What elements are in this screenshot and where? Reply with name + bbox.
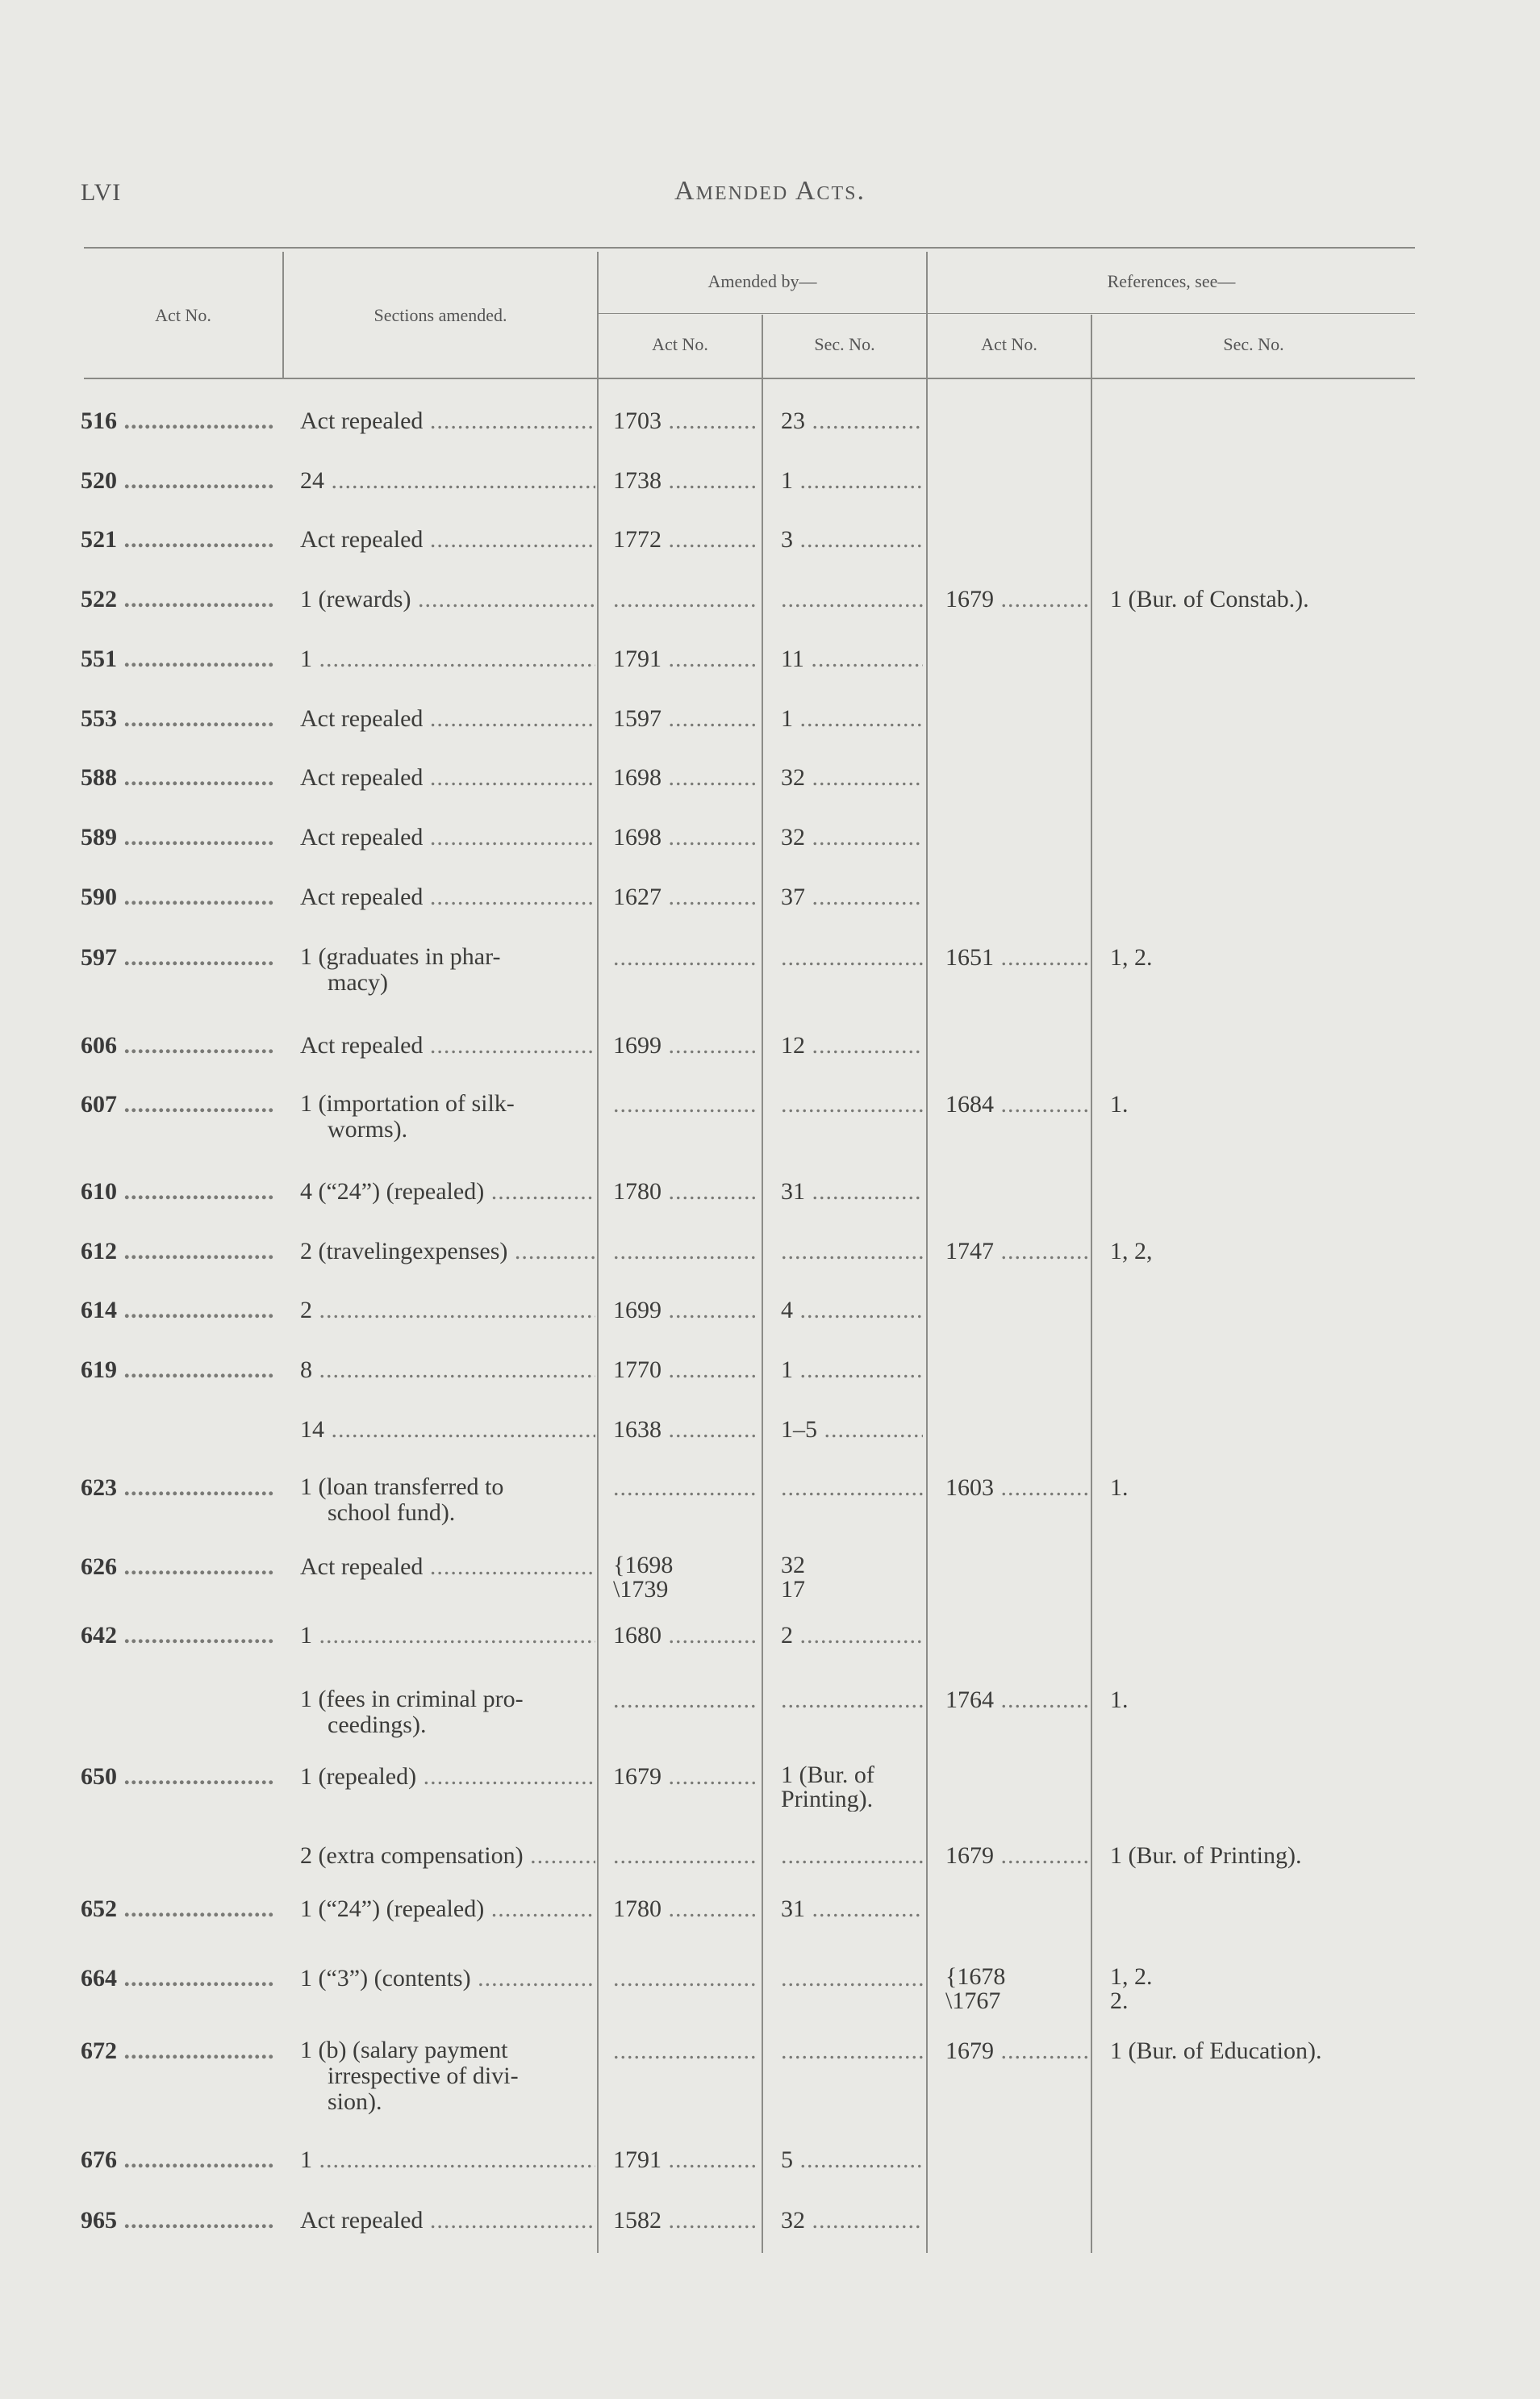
act-number: 672 ..... <box>81 2037 274 2065</box>
sections-amended: 2 ..... <box>300 1297 595 1324</box>
act-number: 614 ..... <box>81 1297 274 1324</box>
sections-amended: Act repealed ..... <box>300 705 595 733</box>
amended-by-sec-no: 5 ..... <box>781 2146 923 2174</box>
amended-by-sec-no: 1 (Bur. of Printing). <box>781 1763 874 1812</box>
reference-act-no: 1747 ..... <box>945 1238 1087 1265</box>
sections-amended: Act repealed ..... <box>300 1553 595 1581</box>
page-number: LVI <box>81 179 122 206</box>
reference-sec-no: 1 (Bur. of Education). <box>1110 2037 1322 2064</box>
header-amended-by: Amended by— <box>707 271 817 291</box>
header-sections-amended: Sections amended. <box>374 305 507 325</box>
amended-by-sec-no: 1 ..... <box>781 1356 923 1384</box>
reference-sec-no: 1. <box>1110 1091 1129 1118</box>
act-number: 610 ..... <box>81 1178 274 1206</box>
sections-amended: 1 (fees in criminal pro- ceedings). <box>300 1686 524 1738</box>
act-number: 522 ..... <box>81 586 274 613</box>
header-amended-sec-no: Sec. No. <box>814 334 875 354</box>
amended-by-act-no <box>613 1091 758 1118</box>
act-number: 619 ..... <box>81 1356 274 1384</box>
act-number: 652 ..... <box>81 1895 274 1923</box>
act-number: 650 ..... <box>81 1763 274 1791</box>
amended-by-sec-no: 37 ..... <box>781 884 923 911</box>
amended-by-sec-no: 2 ..... <box>781 1622 923 1649</box>
col-divider-5 <box>1091 315 1092 2253</box>
sections-amended: 1 (loan transferred to school fund). <box>300 1474 504 1526</box>
amended-by-act-no: 1738 ..... <box>613 467 758 495</box>
amended-by-sec-no <box>781 1238 923 1265</box>
amended-by-sec-no <box>781 1091 923 1118</box>
amended-by-sec-no: 12 ..... <box>781 1032 923 1059</box>
act-number: 597 ..... <box>81 944 274 972</box>
header-act-no: Act No. <box>155 305 211 325</box>
sections-amended: 8 ..... <box>300 1356 595 1384</box>
act-number: 626 ..... <box>81 1553 274 1581</box>
reference-act-no: 1651 ..... <box>945 944 1087 972</box>
reference-act-no: 1679 ..... <box>945 1842 1087 1870</box>
amended-by-sec-no <box>781 2037 923 2065</box>
sections-amended: 1 (b) (salary payment irrespective of divi- sion). <box>300 2037 519 2115</box>
amended-by-sec-no <box>781 586 923 613</box>
sections-amended: 1 ..... <box>300 2146 595 2174</box>
sections-amended: 1 ..... <box>300 1622 595 1649</box>
reference-act-no: {1678 \1767 <box>945 1965 1006 2013</box>
sections-amended: Act repealed ..... <box>300 407 595 435</box>
act-number: 516 ..... <box>81 407 274 435</box>
sections-amended: 1 (importation of silk- worms). <box>300 1091 515 1143</box>
amended-by-act-no <box>613 944 758 972</box>
sections-amended: 2 (travelingexpenses) ..... <box>300 1238 595 1265</box>
act-number: 606 ..... <box>81 1032 274 1059</box>
amended-by-act-no: 1638 ..... <box>613 1416 758 1444</box>
amended-by-act-no: 1680 ..... <box>613 1622 758 1649</box>
reference-act-no: 1679 ..... <box>945 2037 1087 2065</box>
act-number: 553 ..... <box>81 705 274 733</box>
amended-by-act-no <box>613 1238 758 1265</box>
sections-amended: 1 (graduates in phar- macy) <box>300 944 501 996</box>
references-underline <box>928 313 1415 314</box>
amended-by-act-no <box>613 1965 758 1992</box>
act-number: 520 ..... <box>81 467 274 495</box>
amended-by-act-no: 1627 ..... <box>613 884 758 911</box>
amended-by-sec-no <box>781 1965 923 1992</box>
amended-by-act-no: 1597 ..... <box>613 705 758 733</box>
sections-amended: 2 (extra compensation) ..... <box>300 1842 595 1870</box>
sections-amended: 4 (“24”) (repealed) ..... <box>300 1178 595 1206</box>
act-number: 623 ..... <box>81 1474 274 1502</box>
sections-amended: Act repealed ..... <box>300 824 595 851</box>
reference-sec-no: 1 (Bur. of Printing). <box>1110 1842 1302 1869</box>
amended-by-sec-no: 32 ..... <box>781 824 923 851</box>
act-number: 664 ..... <box>81 1965 274 1992</box>
amended-by-sec-no: 31 ..... <box>781 1178 923 1206</box>
act-number: 607 ..... <box>81 1091 274 1118</box>
reference-sec-no: 1 (Bur. of Constab.). <box>1110 586 1309 612</box>
amended-by-act-no: 1791 ..... <box>613 646 758 673</box>
sections-amended: Act repealed ..... <box>300 884 595 911</box>
amended-by-act-no <box>613 586 758 613</box>
amended-by-act-no <box>613 2037 758 2065</box>
amended-by-sec-no: 31 ..... <box>781 1895 923 1923</box>
reference-sec-no: 1, 2. <box>1110 944 1153 971</box>
amended-by-underline <box>599 313 928 314</box>
sections-amended: Act repealed ..... <box>300 1032 595 1059</box>
amended-by-sec-no: 11 ..... <box>781 646 923 673</box>
amended-by-act-no: {1698 \1739 <box>613 1553 674 1602</box>
sections-amended: Act repealed ..... <box>300 526 595 554</box>
amended-by-sec-no: 1–5 ..... <box>781 1416 923 1444</box>
reference-act-no: 1684 ..... <box>945 1091 1087 1118</box>
act-number: 590 ..... <box>81 884 274 911</box>
amended-by-sec-no: 32 ..... <box>781 764 923 792</box>
amended-by-act-no: 1698 ..... <box>613 824 758 851</box>
amended-by-sec-no: 32 17 <box>781 1553 805 1602</box>
act-number: 642 ..... <box>81 1622 274 1649</box>
act-number: 551 ..... <box>81 646 274 673</box>
amended-by-sec-no <box>781 1842 923 1870</box>
sections-amended: 1 (“24”) (repealed) ..... <box>300 1895 595 1923</box>
amended-by-sec-no: 23 ..... <box>781 407 923 435</box>
reference-sec-no: 1, 2. 2. <box>1110 1965 1153 2013</box>
sections-amended: Act repealed ..... <box>300 764 595 792</box>
amended-by-act-no: 1780 ..... <box>613 1895 758 1923</box>
amended-by-sec-no: 1 ..... <box>781 705 923 733</box>
amended-by-sec-no: 1 ..... <box>781 467 923 495</box>
col-divider-4 <box>926 252 928 2253</box>
sections-amended: 24 ..... <box>300 467 595 495</box>
amended-by-act-no <box>613 1686 758 1714</box>
sections-amended: 1 (repealed) ..... <box>300 1763 595 1791</box>
amended-by-act-no: 1699 ..... <box>613 1032 758 1059</box>
amended-by-act-no: 1780 ..... <box>613 1178 758 1206</box>
amended-by-sec-no: 32 ..... <box>781 2207 923 2234</box>
col-divider-2 <box>597 252 599 2253</box>
act-number: 521 ..... <box>81 526 274 554</box>
header-references: References, see— <box>1107 271 1236 291</box>
act-number: 589 ..... <box>81 824 274 851</box>
sections-amended: 1 (rewards) ..... <box>300 586 595 613</box>
sections-amended: 1 (“3”) (contents) ..... <box>300 1965 595 1992</box>
amended-by-sec-no <box>781 1686 923 1714</box>
page-title: Amended Acts. <box>674 176 866 206</box>
amended-by-act-no <box>613 1474 758 1502</box>
header-amended-act-no: Act No. <box>652 334 708 354</box>
col-divider-3 <box>762 315 763 2253</box>
amended-by-act-no: 1703 ..... <box>613 407 758 435</box>
reference-sec-no: 1. <box>1110 1474 1129 1501</box>
amended-by-act-no: 1770 ..... <box>613 1356 758 1384</box>
header-ref-act-no: Act No. <box>981 334 1037 354</box>
amended-by-sec-no: 4 ..... <box>781 1297 923 1324</box>
amended-by-sec-no: 3 ..... <box>781 526 923 554</box>
reference-act-no: 1679 ..... <box>945 586 1087 613</box>
amended-by-act-no: 1582 ..... <box>613 2207 758 2234</box>
reference-sec-no: 1, 2, <box>1110 1238 1153 1264</box>
reference-act-no: 1603 ..... <box>945 1474 1087 1502</box>
amended-by-act-no <box>613 1842 758 1870</box>
act-number: 676 ..... <box>81 2146 274 2174</box>
header-top-rule <box>84 247 1415 249</box>
amended-by-act-no: 1699 ..... <box>613 1297 758 1324</box>
amended-by-act-no: 1772 ..... <box>613 526 758 554</box>
act-number: 965 ..... <box>81 2207 274 2234</box>
reference-sec-no: 1. <box>1110 1686 1129 1713</box>
amended-by-act-no: 1679 ..... <box>613 1763 758 1791</box>
sections-amended: Act repealed ..... <box>300 2207 595 2234</box>
amended-by-act-no: 1698 ..... <box>613 764 758 792</box>
act-number: 612 ..... <box>81 1238 274 1265</box>
header-ref-sec-no: Sec. No. <box>1223 334 1284 354</box>
sections-amended: 1 ..... <box>300 646 595 673</box>
amended-by-sec-no <box>781 1474 923 1502</box>
amended-by-sec-no <box>781 944 923 972</box>
sections-amended: 14 ..... <box>300 1416 595 1444</box>
act-number: 588 ..... <box>81 764 274 792</box>
amended-by-act-no: 1791 ..... <box>613 2146 758 2174</box>
reference-act-no: 1764 ..... <box>945 1686 1087 1714</box>
